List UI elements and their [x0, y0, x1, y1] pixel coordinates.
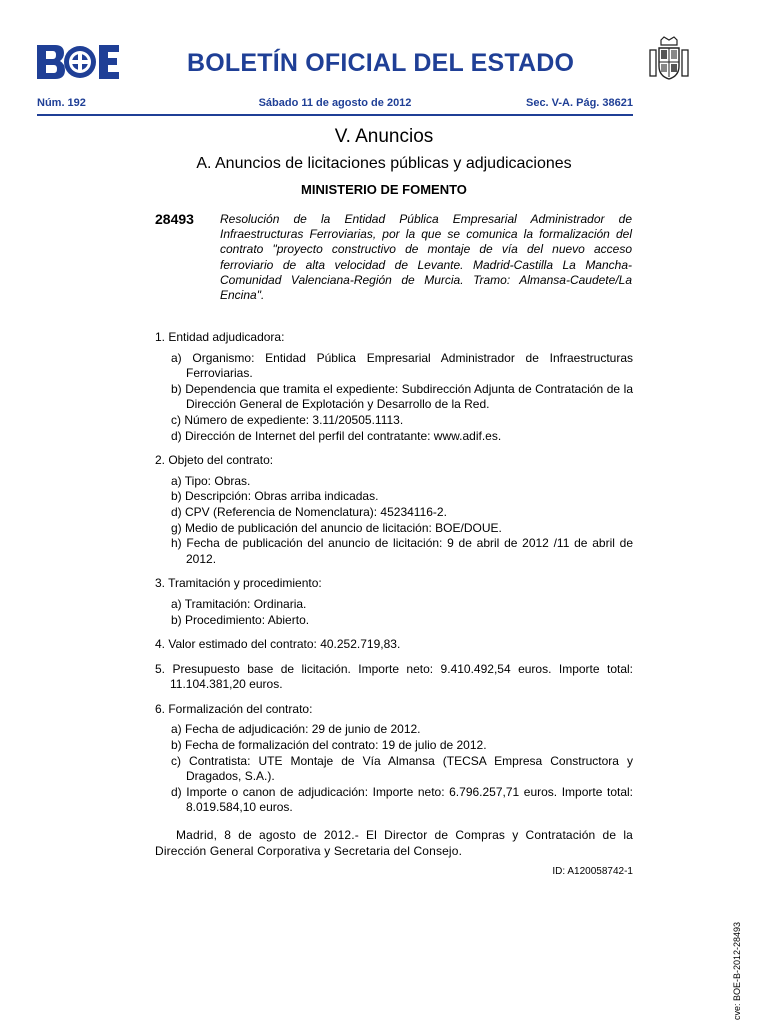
coat-of-arms-icon	[648, 36, 690, 82]
page-header	[37, 40, 633, 88]
section-page: Sec. V-A. Pág. 38621	[525, 97, 633, 109]
section-valor-estimado: 4. Valor estimado del contrato: 40.252.719,83.	[155, 637, 401, 652]
section-heading: 2. Objeto del contrato:	[155, 453, 274, 468]
section-tramitacion	[155, 576, 633, 628]
announcement-body	[155, 330, 633, 880]
list-item: d) CPV (Referencia de Nomenclatura): 45234116-2.	[171, 504, 447, 519]
issue-date: Sábado 11 de agosto de 2012	[258, 97, 412, 109]
section-heading: 6. Formalización del contrato:	[155, 701, 313, 716]
signature: Madrid, 8 de agosto de 2012.- El Director de Compras y Contratación de la Dirección General Corporativa y Secretaria del Consejo.	[155, 828, 633, 858]
issue-number: Núm. 192	[37, 97, 86, 109]
page-title: BOLETÍN OFICIAL DEL ESTADO	[187, 49, 575, 77]
list-item: b) Descripción: Obras arriba indicadas.	[171, 489, 379, 504]
list-item: d) Dirección de Internet del perfil del contratante: www.adif.es.	[171, 428, 502, 443]
section-title: V. Anuncios	[334, 126, 434, 147]
cve-code: cve: BOE-B-2012-28493	[732, 921, 742, 1020]
announcement-id: ID: A120058742-1	[552, 866, 633, 878]
header-divider	[37, 114, 633, 116]
anuncio-number: 28493	[155, 211, 194, 227]
list-item: b) Fecha de formalización del contrato: 19 de julio de 2012.	[171, 738, 487, 753]
section-heading: 3. Tramitación y procedimiento:	[155, 576, 322, 591]
list-item: a) Tipo: Obras.	[171, 473, 251, 488]
list-item: c) Contratista: UTE Montaje de Vía Almansa (TECSA Empresa Constructora y Dragados, S.A.).	[171, 753, 633, 784]
list-item: a) Organismo: Entidad Pública Empresarial Administrador de Infraestructuras Ferroviarias.	[171, 350, 633, 381]
section-heading: 1. Entidad adjudicadora:	[155, 330, 285, 344]
section-objeto	[155, 453, 633, 567]
issue-meta	[37, 97, 633, 111]
section-entidad	[155, 330, 633, 444]
ministry-heading: MINISTERIO DE FOMENTO	[301, 182, 467, 197]
anuncio-description: Resolución de la Entidad Pública Empresarial Administrador de Infraestructuras Ferroviarias, por la que se comunica la formalización del contrato "proyecto constructivo de montaje de vía del nuevo acceso ferroviario de alta velocidad de Levante. Madrid-Castilla La Mancha-Comunidad Valenciana-Región de Murcia. Tramo: Almansa-Caudete/La Encina".	[220, 212, 632, 303]
subsection-title: A. Anuncios de licitaciones públicas y adjudicaciones	[196, 155, 572, 172]
list-item: a) Fecha de adjudicación: 29 de junio de 2012.	[171, 722, 421, 737]
list-item: g) Medio de publicación del anuncio de licitación: BOE/DOUE.	[171, 520, 502, 535]
boe-logo	[37, 45, 119, 79]
list-item: h) Fecha de publicación del anuncio de licitación: 9 de abril de 2012 /11 de abril de 2012.	[171, 536, 633, 566]
section-presupuesto: 5. Presupuesto base de licitación. Importe neto: 9.410.492,54 euros. Importe total: 11.104.381,20 euros.	[155, 661, 633, 692]
section-formalizacion	[155, 702, 633, 816]
list-item: b) Procedimiento: Abierto.	[171, 612, 310, 627]
list-item: d) Importe o canon de adjudicación: Importe neto: 6.796.257,71 euros. Importe total: 8.019.584,10 euros.	[171, 784, 633, 815]
list-item: a) Tramitación: Ordinaria.	[171, 596, 307, 611]
list-item: c) Número de expediente: 3.11/20505.1113.	[171, 412, 404, 427]
list-item: b) Dependencia que tramita el expediente: Subdirección Adjunta de Contratación de la Dirección General de Explotación y Desarrollo de la Red.	[171, 381, 633, 412]
